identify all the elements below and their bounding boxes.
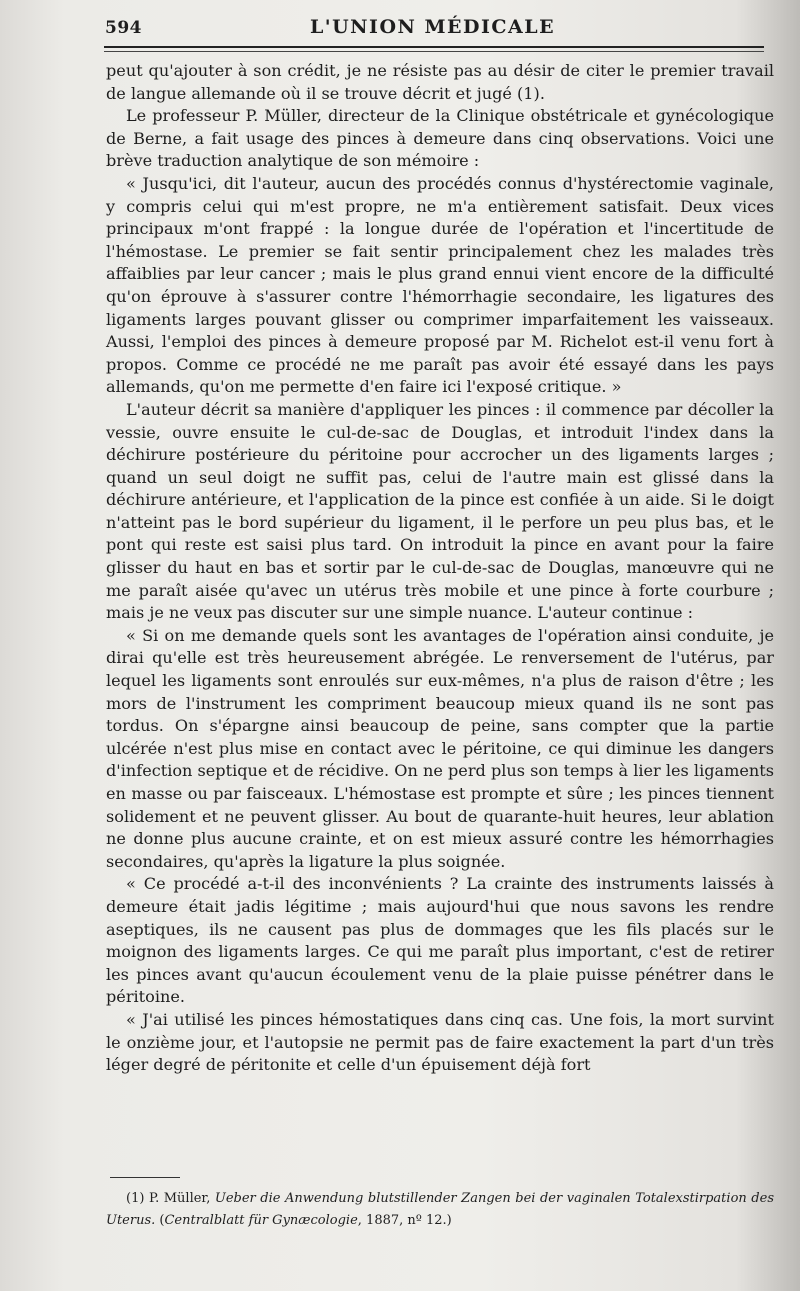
- header-rule: [104, 46, 764, 52]
- page-number: 594: [105, 18, 142, 38]
- footnote-journal: Centralblatt für Gynæcologie: [164, 1213, 358, 1228]
- paragraph: Le professeur P. Müller, directeur de la Clinique obstétricale et gynécologique de Berne, a fait usage des pinces à demeure dans cinq observations. Voici une brève traduction analytique de son mémoire :: [106, 106, 774, 171]
- paragraph: « Si on me demande quels sont les avantages de l'opération ainsi conduite, je dirai qu'elle est très heureusement abrégée. Le renversement de l'utérus, par lequel les ligaments sont enroulés sur eux-mêmes, n'a plus de raison d'être ; les mors de l'instrument les compriment beaucoup mieux quand ils ne sont pas tordus. On s'épargne ainsi beaucoup de peine, sans compter que la partie ulcérée n'est plus mise en contact avec le péritoine, ce qui diminue les dangers d'infection septique et de récidive. On ne perd plus son temps à lier les ligaments en masse ou par faisceaux. L'hémostase est prompte et sûre ; les pinces tiennent solidement et ne peuvent glisser. Au bout de quarante-huit heures, leur ablation ne donne plus aucune crainte, et on est mieux assuré contre les hémorrhagies secondaires, qu'après la ligature la plus soignée.: [106, 625, 774, 871]
- paragraph: « Ce procédé a-t-il des inconvénients ? La crainte des instruments laissés à demeure était jadis légitime ; mais aujourd'hui que nous savons les rendre aseptiques, ils ne causent pas plus de dommages que les fils placés sur le moignon des ligaments larges. Ce qui me paraît plus important, c'est de retirer les pinces avant qu'aucun écoulement venu de la plaie puisse pénétrer dans le péritoine.: [106, 874, 774, 1007]
- paragraph: « Jusqu'ici, dit l'auteur, aucun des procédés connus d'hystérectomie vaginale, y compris celui qui m'est propre, ne m'a entièrement satisfait. Deux vices principaux m'ont frappé : la longue durée de l'opération et l'incertitude de l'hémostase. Le premier se fait sentir principalement chez les malades très affaiblies par leur cancer ; mais le plus grand ennui vient encore de la difficulté qu'on éprouve à s'assurer contre l'hémorrhagie secondaire, les ligatures des ligaments larges pouvant glisser ou comprimer imparfaitement les vaisseaux. Aussi, l'emploi des pinces à demeure proposé par M. Richelot est-il venu fort à propos. Comme ce procédé ne me paraît pas avoir été essayé dans les pays allemands, qu'on me permette d'en faire ici l'exposé critique. »: [106, 173, 774, 397]
- paragraph: peut qu'ajouter à son crédit, je ne résiste pas au désir de citer le premier travail de langue allemande où il se trouve décrit et jugé (1).: [106, 61, 774, 103]
- footnote-title: Ueber die Anwendung blutstillender Zangen bei der vaginalen Totalexstirpation des Uterus.: [106, 1191, 774, 1228]
- running-title: L'UNION MÉDICALE: [309, 16, 556, 38]
- footnote-marker: (1) P. Müller,: [126, 1191, 215, 1206]
- paragraph: L'auteur décrit sa manière d'appliquer les pinces : il commence par décoller la vessie, ouvre ensuite le cul-de-sac de Douglas, et introduit l'index dans la déchirure postérieure du péritoine pour accrocher un des ligaments larges ; quand un seul doigt ne suffit pas, celui de l'autre main est glissé dans la déchirure antérieure, et l'application de la pince est confiée à un aide. Si le doigt n'atteint pas le bord supérieur du ligament, il le perfore un peu plus bas, et le pont qui reste est saisi plus tard. On introduit la pince en avant pour la faire glisser du haut en bas et sortir par le cul-de-sac de Douglas, manœuvre qui ne me paraît aisée qu'avec un utérus très mobile et une pince à forte courbure ; mais je ne veux pas discuter sur une simple nuance. L'auteur continue :: [106, 399, 774, 623]
- footnote-rule: [110, 1177, 180, 1178]
- paragraph: « J'ai utilisé les pinces hémostatiques dans cinq cas. Une fois, la mort survint le onzième jour, et l'autopsie ne permit pas de faire exactement la part d'un très léger degré de péritonite et celle d'un épuisement déjà fort: [106, 1009, 774, 1075]
- footnote-source-close: , 1887, nº 12.): [357, 1213, 452, 1228]
- footnote-source-open: (: [155, 1213, 165, 1228]
- footnote: [106, 1188, 774, 1232]
- page-header: [105, 12, 760, 42]
- body-text: [106, 60, 774, 1077]
